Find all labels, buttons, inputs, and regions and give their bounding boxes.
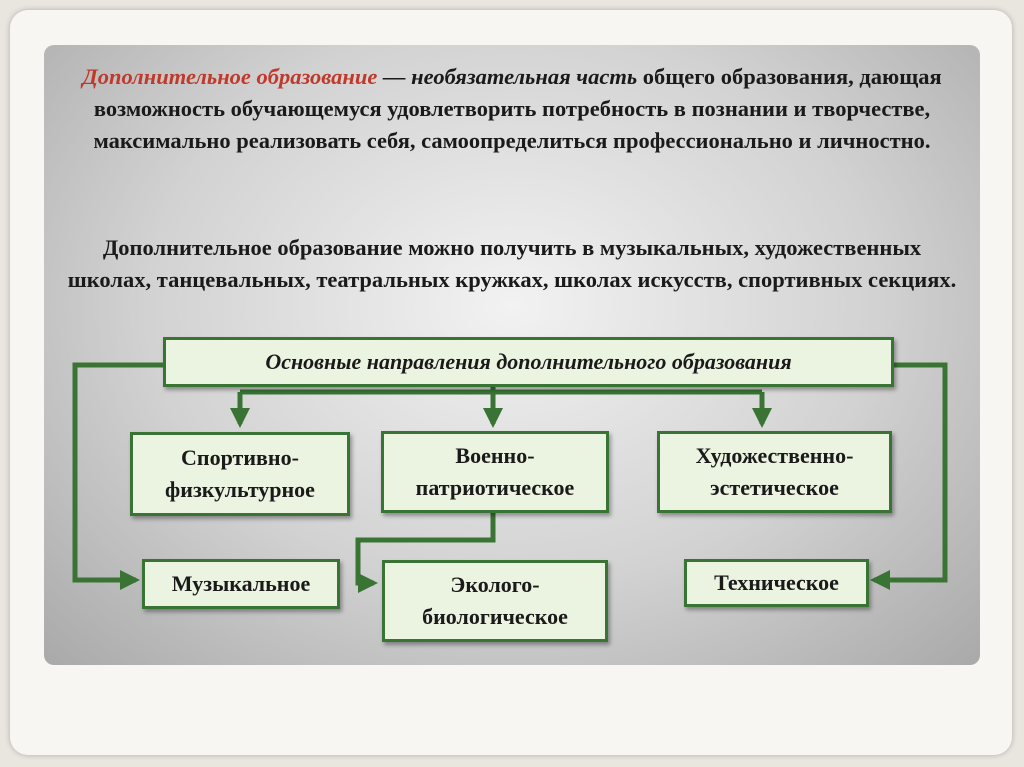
box-music <box>142 559 340 609</box>
box-eco <box>382 560 608 642</box>
eco-line2: биологическое <box>422 604 568 629</box>
sport-line2: физкультурное <box>165 477 315 502</box>
directions-header-label: Основные направления дополнительного образования <box>265 349 792 374</box>
definition-text: общего образования, дающая возможность обучающемуся удовлетворить потребность в познании и творчестве, максимально реализовать себя, самоопределиться профессионально и личностно. <box>93 64 942 153</box>
military-line2: патриотическое <box>415 475 575 500</box>
box-sport <box>130 432 350 516</box>
music-label: Музыкальное <box>171 571 311 596</box>
box-military <box>381 431 609 513</box>
where-paragraph: Дополнительное образование можно получить в музыкальных, художественных школах, танцевальных, театральных кружках, школах искусств, спортивных секциях. <box>67 235 957 292</box>
tech-label: Техническое <box>714 570 839 595</box>
sport-line1: Спортивно- <box>181 445 299 470</box>
military-line1: Военно- <box>455 443 535 468</box>
art-line2: эстетическое <box>710 475 839 500</box>
art-line1: Художественно- <box>695 443 854 468</box>
box-tech <box>684 559 869 607</box>
definition-term: Дополнительное образование <box>82 64 378 89</box>
definition-term-rest: необязательная часть <box>411 64 638 89</box>
eco-line1: Эколого- <box>450 572 540 597</box>
definition-dash: — <box>377 64 412 89</box>
directions-header-box <box>163 337 894 387</box>
box-art <box>657 431 892 513</box>
